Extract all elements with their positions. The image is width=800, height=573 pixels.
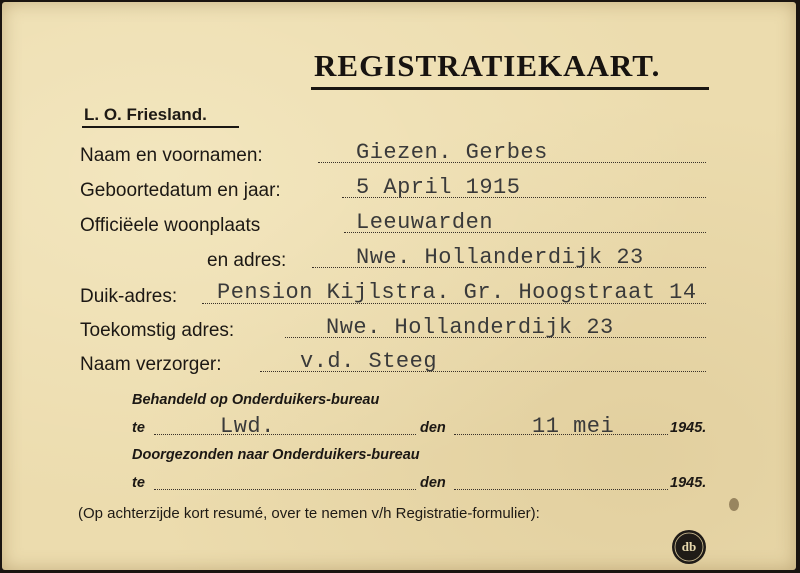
geboorte-label: Geboortedatum en jaar: (80, 180, 281, 201)
registration-card (2, 2, 796, 570)
stain-mark (729, 498, 739, 511)
verzorger-value: v.d. Steeg (300, 349, 438, 374)
geboorte-value: 5 April 1915 (356, 175, 521, 200)
woonplaats-label: Officiëele woonplaats (80, 215, 261, 236)
naam-value: Giezen. Gerbes (356, 140, 548, 165)
behandeld-den-value: 11 mei (532, 414, 615, 439)
behandeld-heading: Behandeld op Onderduikers-bureau (132, 392, 380, 408)
doorgezonden-heading: Doorgezonden naar Onderduikers-bureau (132, 447, 420, 463)
svg-text:db: db (681, 539, 697, 554)
verzorger-label: Naam verzorger: (80, 354, 222, 375)
duik-label: Duik-adres: (80, 286, 178, 307)
doorgezonden-te-label: te (132, 475, 145, 491)
doorgezonden-te-dotted-line (154, 489, 416, 490)
card-title: REGISTRATIEKAART. (314, 48, 661, 83)
adres-label: en adres: (207, 250, 287, 271)
doorgezonden-year: 1945. (670, 475, 707, 491)
doorgezonden-den-dotted-line (454, 489, 668, 490)
toekomstig-label: Toekomstig adres: (80, 320, 235, 341)
organization-name: L. O. Friesland. (84, 105, 207, 124)
behandeld-te-label: te (132, 420, 145, 436)
doorgezonden-den-label: den (420, 475, 446, 491)
duik-value: Pension Kijlstra. Gr. Hoogstraat 14 (217, 280, 697, 305)
woonplaats-value: Leeuwarden (356, 210, 494, 235)
behandeld-te-dotted-line (154, 434, 416, 435)
behandeld-year: 1945. (670, 420, 707, 436)
organization-underline (82, 126, 239, 128)
printer-stamp-logo (671, 529, 707, 565)
naam-label: Naam en voornamen: (80, 145, 263, 166)
adres-value: Nwe. Hollanderdijk 23 (356, 245, 644, 270)
behandeld-den-label: den (420, 420, 446, 436)
toekomstig-value: Nwe. Hollanderdijk 23 (326, 315, 614, 340)
title-underline (311, 87, 709, 90)
footer-note: (Op achterzijde kort resumé, over te nemen v/h Registratie-formulier): (78, 505, 540, 522)
behandeld-te-value: Lwd. (220, 414, 275, 439)
